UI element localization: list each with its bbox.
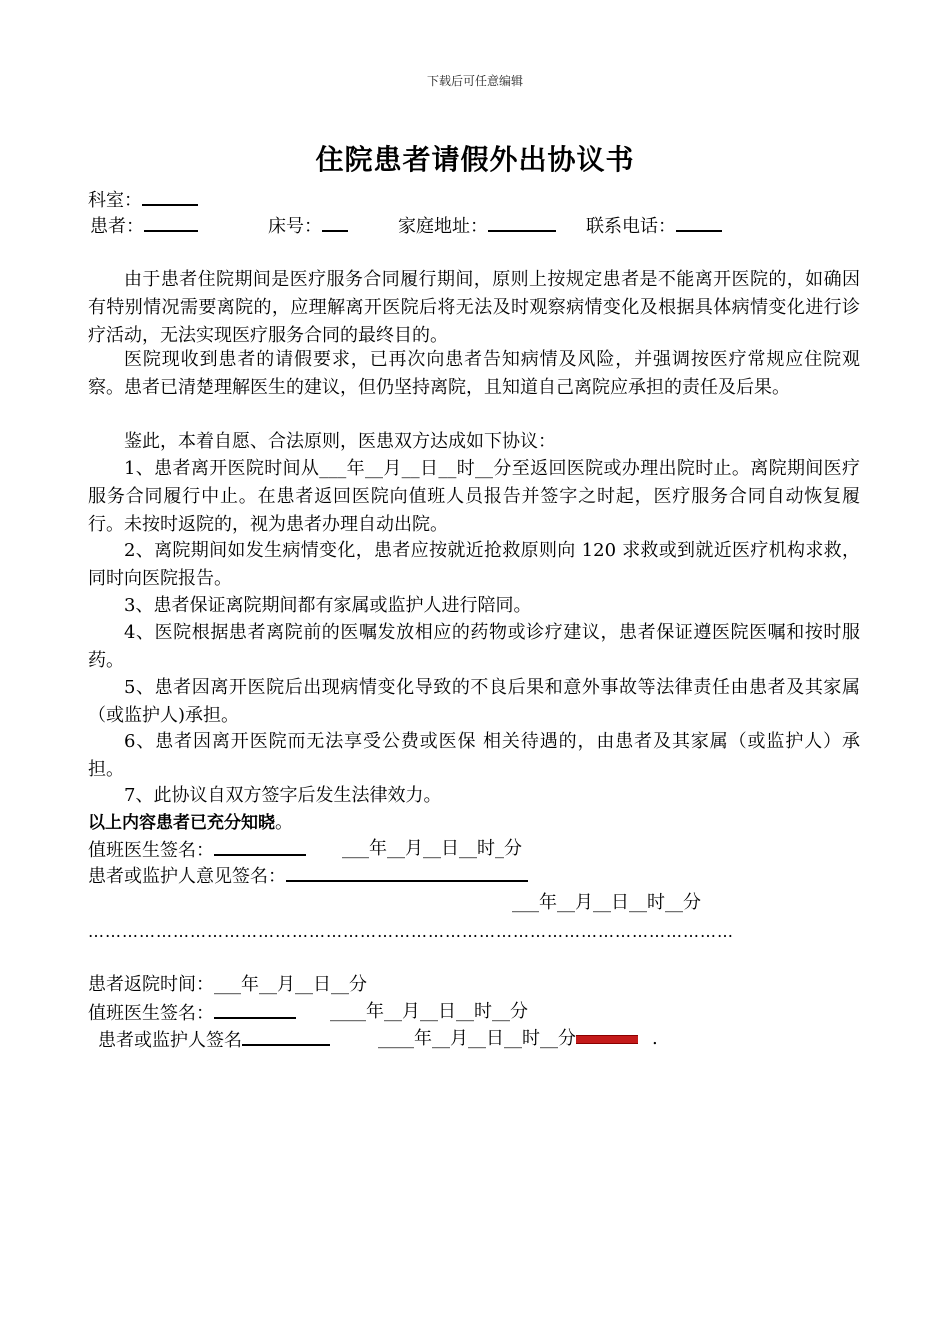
phone-field[interactable]: [676, 212, 722, 232]
return-doctor-label: 值班医生签名：: [88, 1003, 214, 1024]
patient-label: 患者：: [90, 216, 144, 237]
patient-field[interactable]: [144, 212, 198, 232]
return-time-value[interactable]: ___年__月__日__分: [214, 974, 367, 995]
address-label: 家庭地址：: [398, 216, 488, 237]
bed-field[interactable]: [322, 212, 348, 232]
patient-sign-row: [88, 862, 528, 890]
patient-sign-time[interactable]: ___年__月__日__时__分: [512, 892, 701, 913]
return-patient-time-row: [378, 1026, 658, 1052]
doctor-sign-row: [88, 836, 306, 864]
acknowledge-row: [88, 810, 293, 836]
clause-5: 5、患者因离开医院后出现病情变化导致的不良后果和意外事故等法律责任由患者及其家属（或监护人)承担。: [88, 677, 860, 726]
return-doctor-time[interactable]: ____年__月__日__时__分: [330, 1001, 528, 1022]
patient-sign-field[interactable]: [286, 862, 528, 882]
clause-6: 6、患者因离开医院而无法享受公费或医保 相关待遇的，由患者及其家属（或监护人）承担。: [88, 731, 860, 780]
doctor-sign-field[interactable]: [214, 836, 306, 856]
return-doctor-row: [88, 999, 296, 1027]
address-field[interactable]: [488, 212, 556, 232]
phone-label: 联系电话：: [586, 216, 676, 237]
paragraph-2: 医院现收到患者的请假要求，已再次向患者告知病情及风险，并强调按医疗常规应住院观察。患者已清楚理解医生的建议，但仍坚持离院，且知道自己离院应承担的责任及后果。: [88, 349, 860, 398]
department-row: [88, 186, 198, 214]
acknowledge-period: 。: [275, 812, 293, 833]
clause-1: 1、患者离开医院时间从___年__月__日__时__分至返回医院或办理出院时止。离院期间医疗服务合同履行中止。在患者返回医院向值班人员报告并签字之时起，医疗服务合同自动恢复履行。未按时返院的，视为患者办理自动出院。: [88, 458, 860, 535]
acknowledge-text: 以上内容患者已充分知晓: [88, 813, 275, 833]
department-field[interactable]: [142, 186, 198, 206]
paragraph-1: 由于患者住院期间是医疗服务合同履行期间，原则上按规定患者是不能离开医院的，如确因有特别情况需要离院的，应理解离开医院后将无法及时观察病情变化及根据具体病情变化进行诊疗活动，无法实现医疗服务合同的最终目的。: [88, 269, 860, 346]
clause-4: 4、医院根据患者离院前的医嘱发放相应的药物或诊疗建议，患者保证遵医院医嘱和按时服药。: [88, 622, 860, 671]
patient-sign-label: 患者或监护人意见签名：: [88, 866, 286, 887]
document-title: 住院患者请假外出协议书: [315, 143, 635, 176]
patient-info-row: [90, 212, 198, 240]
clause-3: 3、患者保证离院期间都有家属或监护人进行陪同。: [124, 595, 532, 616]
department-label: 科室：: [88, 190, 142, 211]
clause-7: 7、此协议自双方签字后发生法律效力。: [124, 785, 442, 806]
phone-row: [586, 212, 722, 240]
return-doctor-field[interactable]: [214, 999, 296, 1019]
bed-row: [268, 212, 348, 240]
return-time-label: 患者返院时间：: [88, 974, 214, 995]
address-row: [398, 212, 556, 240]
return-patient-time[interactable]: ____年__月__日__时__分: [378, 1028, 576, 1049]
doctor-sign-label: 值班医生签名：: [88, 840, 214, 861]
trailing-dot: .: [652, 1028, 658, 1049]
return-time-row: [88, 972, 367, 998]
bed-label: 床号：: [268, 216, 322, 237]
separator-dots: ……………………………………………………………………………………………………: [88, 922, 734, 941]
return-patient-label: 患者或监护人签名: [98, 1030, 242, 1051]
doctor-sign-time[interactable]: ___年__月__日__时_分: [342, 838, 522, 859]
red-stamp-mark: [576, 1035, 638, 1044]
clause-2: 2、离院期间如发生病情变化，患者应按就近抢救原则向 120 求救或到就近医疗机构求救，同时向医院报告。: [88, 540, 860, 589]
paragraph-3: 鉴此，本着自愿、合法原则，医患双方达成如下协议：: [124, 431, 556, 452]
return-patient-field[interactable]: [242, 1026, 330, 1046]
return-patient-row: [98, 1026, 330, 1054]
header-note: 下载后可任意编辑: [426, 74, 523, 88]
